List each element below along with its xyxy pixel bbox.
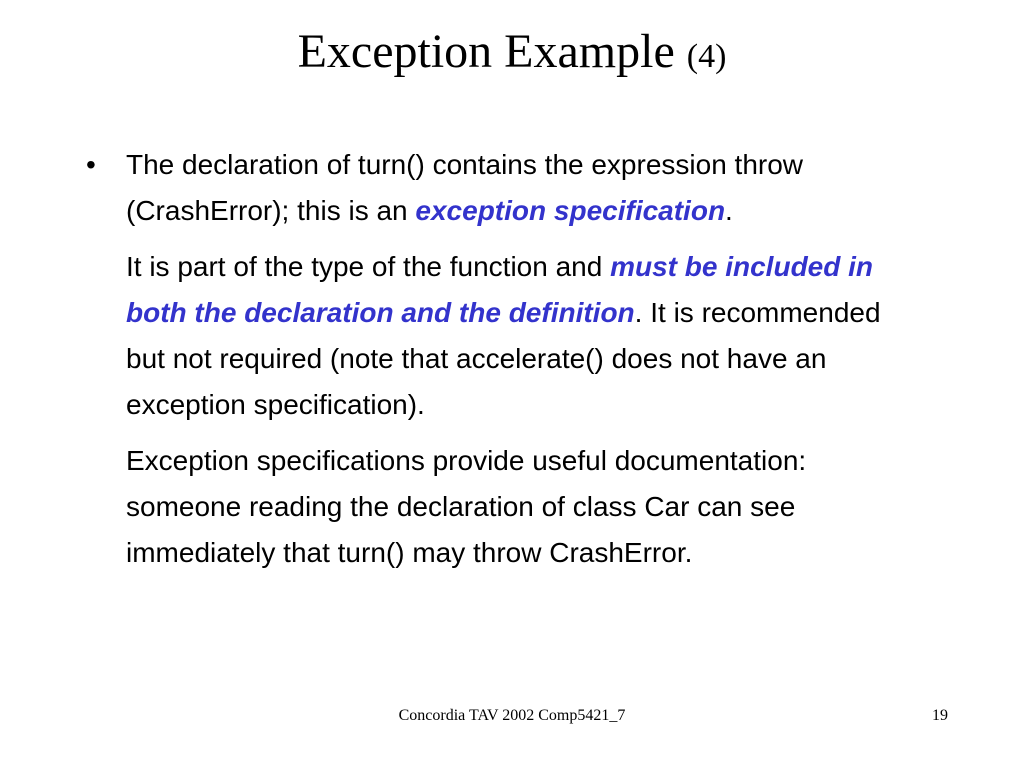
paragraph-documentation bbox=[126, 438, 926, 576]
paragraph-exception-spec bbox=[86, 142, 926, 234]
paragraph2-text-a: It is part of the type of the function and bbox=[126, 251, 611, 282]
slide-title-text: Exception Example bbox=[297, 25, 675, 78]
slide-title bbox=[0, 22, 1024, 87]
paragraph1-emphasis: exception specification bbox=[415, 195, 726, 226]
paragraph2-text-b: . It is recommended but not required (note that accelerate() does not have an exception specification). bbox=[126, 297, 881, 420]
paragraph3-text: Exception specifications provide useful documentation: someone reading the declaration of class Car can see immediately that turn() may throw CrashError. bbox=[126, 445, 807, 568]
footer-text: Concordia TAV 2002 Comp5421_7 bbox=[398, 707, 626, 724]
slide-title-number: (4) bbox=[686, 38, 727, 75]
bullet-icon: • bbox=[86, 149, 96, 180]
paragraph-function-type bbox=[126, 244, 926, 428]
paragraph2-emphasis: must be included in both the declaration and the definition bbox=[126, 251, 874, 328]
slide-body bbox=[86, 142, 926, 586]
paragraph1-text-a: The declaration of turn() contains the expression throw (CrashError); this is an bbox=[126, 149, 804, 226]
page-number: 19 bbox=[932, 707, 948, 724]
paragraph1-text-b: . bbox=[725, 195, 733, 226]
